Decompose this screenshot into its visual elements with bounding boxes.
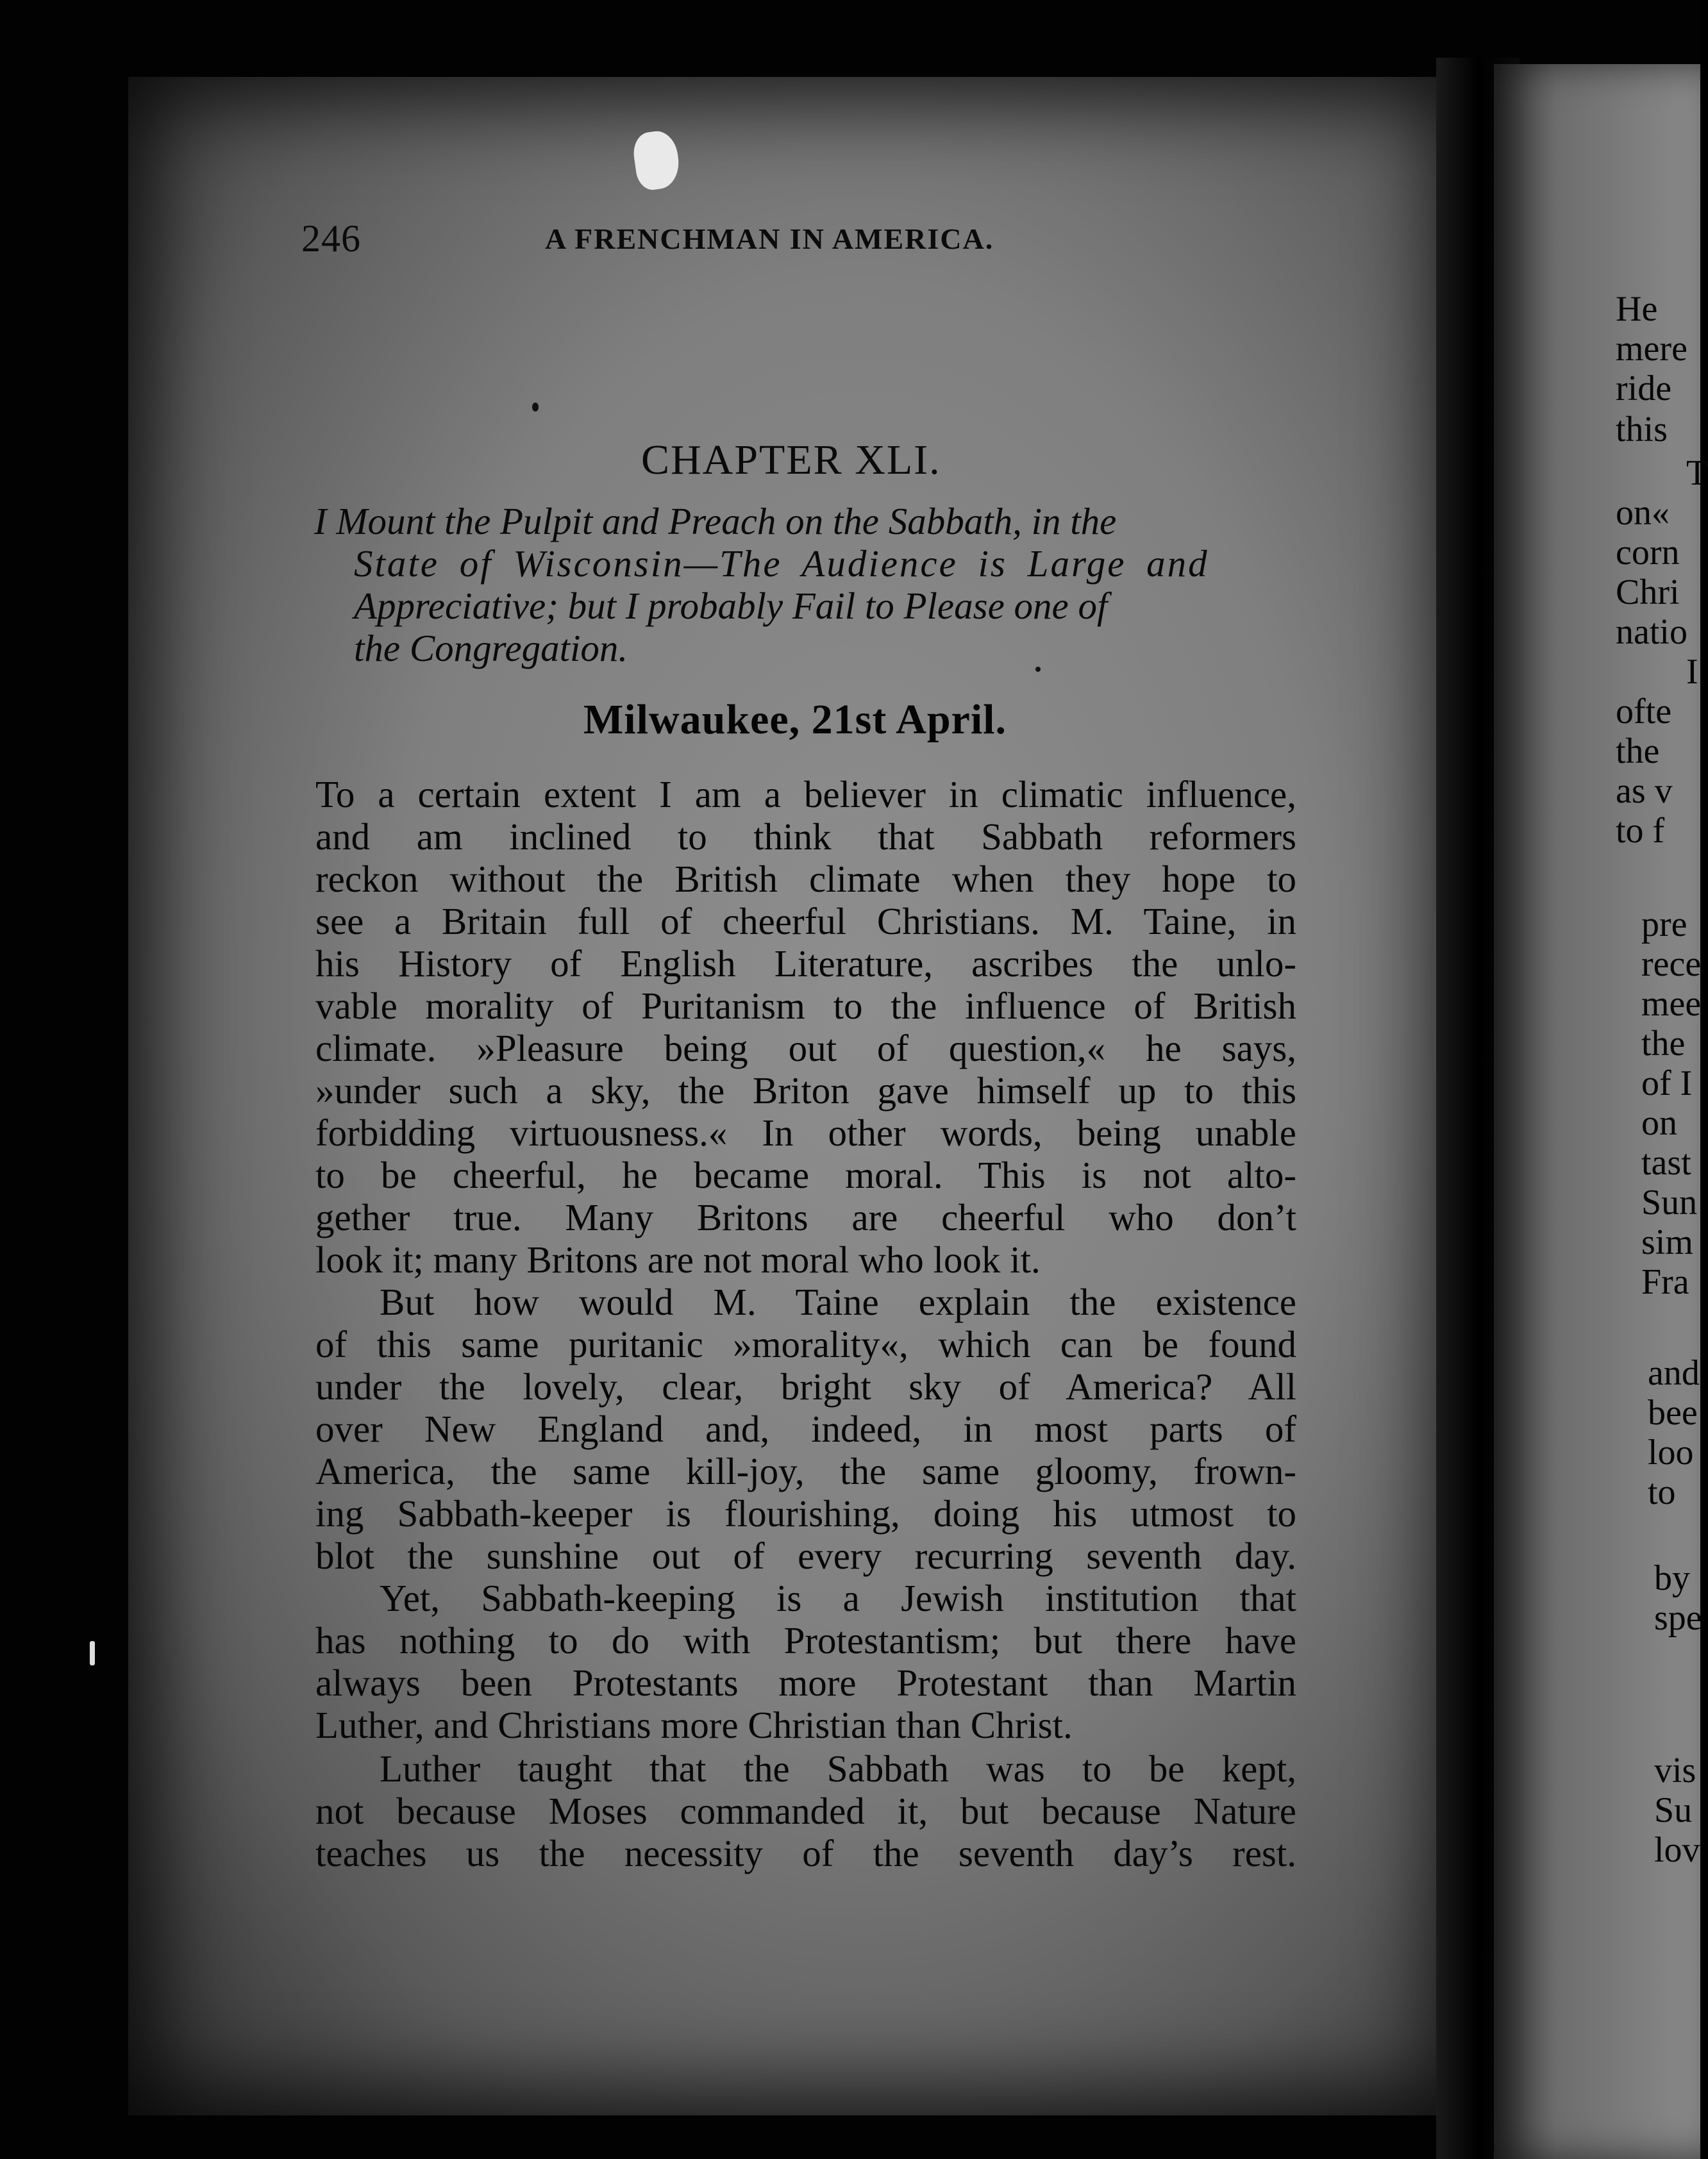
body-line: over New England and, indeed, in most parts of [315, 1408, 1296, 1450]
body-line: Luther, and Christians more Christian than Christ. [315, 1704, 1073, 1746]
right-page-fragment: He [1616, 289, 1658, 329]
right-page-fragment: spe [1654, 1598, 1702, 1638]
body-line: teaches us the necessity of the seventh day’s rest. [315, 1832, 1296, 1874]
dust-speck [532, 403, 539, 412]
body-line: to be cheerful, he became moral. This is not alto- [315, 1154, 1296, 1196]
body-line: America, the same kill-joy, the same gloomy, frown- [315, 1450, 1296, 1492]
body-line: his History of English Literature, ascribes the unlo- [315, 942, 1296, 985]
body-line: climate. »Pleasure being out of question,« he says, [315, 1027, 1296, 1069]
chapter-title: CHAPTER XLI. [641, 437, 941, 483]
right-page-fragment: this [1616, 410, 1668, 449]
body-line: see a Britain full of cheerful Christians. M. Taine, in [315, 900, 1296, 942]
body-line: and am inclined to think that Sabbath reformers [315, 815, 1296, 858]
right-page-fragment: sim [1641, 1222, 1693, 1262]
right-page-fragment: Su [1654, 1790, 1693, 1830]
right-page-fragment: pre [1641, 904, 1687, 944]
dust-speck [90, 1641, 95, 1665]
right-page-fragment: by [1654, 1558, 1690, 1598]
body-line: Yet, Sabbath-keeping is a Jewish institution that [380, 1577, 1296, 1619]
body-line: under the lovely, clear, bright sky of America? All [315, 1365, 1296, 1408]
right-page-fragment: T [1686, 453, 1708, 493]
right-page-fragment: corn [1616, 533, 1680, 572]
dateline: Milwaukee, 21st April. [583, 696, 1007, 743]
right-page-fragment: Chri [1616, 572, 1680, 612]
summary-line: State of Wisconsin—The Audience is Large and [354, 542, 1209, 585]
body-line: forbidding virtuousness.« In other words, being unable [315, 1112, 1296, 1154]
body-line: has nothing to do with Protestantism; but there have [315, 1619, 1296, 1662]
right-page-fragment: natio [1616, 612, 1687, 652]
right-page-fragment: and [1648, 1353, 1700, 1393]
right-page-fragment: to [1648, 1472, 1676, 1512]
body-line: vable morality of Puritanism to the influence of British [315, 985, 1296, 1027]
right-page-fragment: rece [1641, 944, 1702, 984]
running-head: A FRENCHMAN IN AMERICA. [545, 222, 994, 255]
right-page-fragment: mere [1616, 329, 1687, 369]
page-header [301, 217, 1071, 268]
summary-line: the Congregation. [354, 627, 628, 669]
right-page-fragment: Fra [1641, 1262, 1689, 1302]
body-line: gether true. Many Britons are cheerful who don’t [315, 1196, 1296, 1238]
dust-speck [1035, 667, 1041, 672]
summary-line: Appreciative; but I probably Fail to Please one of [354, 585, 1108, 627]
body-line: blot the sunshine out of every recurring seventh day. [315, 1535, 1296, 1577]
right-page-fragment: mee [1641, 984, 1702, 1024]
body-line: But how would M. Taine explain the existence [380, 1281, 1296, 1323]
body-line: ing Sabbath-keeper is flourishing, doing his utmost to [315, 1492, 1296, 1535]
right-page-fragment: loo [1648, 1433, 1694, 1472]
page-number: 246 [301, 217, 361, 260]
body-line: reckon without the British climate when they hope to [315, 858, 1296, 900]
right-page-fragment: of I [1641, 1063, 1693, 1103]
right-page-fragment: I [1686, 652, 1698, 692]
right-page-fragment: lov [1654, 1830, 1700, 1870]
right-page-fragment: on [1641, 1103, 1677, 1143]
body-line: »under such a sky, the Briton gave himself up to this [315, 1069, 1296, 1112]
body-line: of this same puritanic »morality«, which can be found [315, 1323, 1296, 1365]
right-page-fragment: bee [1648, 1393, 1698, 1433]
right-page-fragment: to f [1616, 811, 1665, 851]
summary-line: I Mount the Pulpit and Preach on the Sabbath, in the [314, 500, 1117, 542]
right-page-fragment: ride [1616, 369, 1672, 408]
right-page-fragment: the [1616, 731, 1660, 771]
body-line: Luther taught that the Sabbath was to be kept, [380, 1747, 1296, 1790]
body-line: look it; many Britons are not moral who look it. [315, 1238, 1041, 1281]
right-page-fragment: tast [1641, 1143, 1691, 1183]
right-page-fragment: Sun [1641, 1183, 1698, 1222]
right-page-fragment: ofte [1616, 692, 1672, 731]
right-page-fragment: the [1641, 1024, 1686, 1063]
right-page-fragment: on« [1616, 493, 1670, 533]
right-page-fragment: vis [1654, 1751, 1696, 1790]
right-page-cropped [1494, 64, 1708, 2159]
body-line: always been Protestants more Protestant than Martin [315, 1662, 1296, 1704]
right-page-fragment: as v [1616, 771, 1673, 811]
body-line: To a certain extent I am a believer in climatic influence, [315, 773, 1296, 815]
body-line: not because Moses commanded it, but because Nature [315, 1790, 1296, 1832]
